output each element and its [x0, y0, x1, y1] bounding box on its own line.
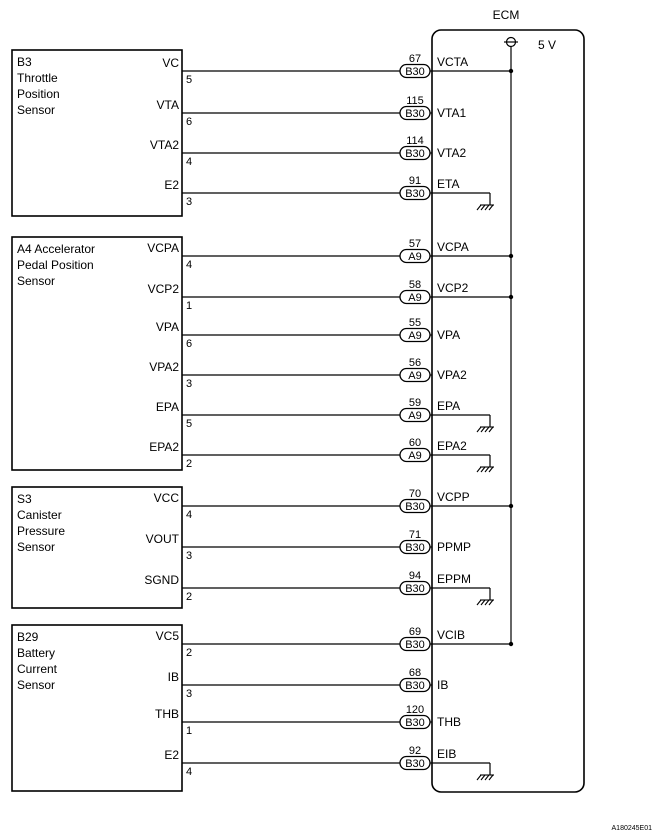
pin-row [168, 667, 449, 700]
connector-label: B30 [405, 66, 425, 78]
ecm-title: ECM [492, 8, 520, 22]
pin-row [149, 437, 494, 472]
ecm-pin-label: ETA [437, 177, 460, 191]
terminal-number: 58 [408, 279, 422, 291]
connector-label: A9 [408, 370, 422, 382]
ground-icon [477, 467, 494, 472]
pin-row [149, 357, 467, 390]
pin-row [154, 488, 514, 521]
connector-label: B30 [405, 583, 425, 595]
pin-number: 1 [186, 300, 193, 312]
ground-icon [477, 427, 494, 432]
pin-number: 6 [186, 338, 193, 350]
pin-row [155, 704, 461, 737]
sensor-name-label: Sensor [17, 274, 56, 288]
sensor-id-label: S3 [17, 492, 32, 506]
sensor-name-label: Battery [17, 646, 56, 660]
pin-row [156, 317, 460, 350]
pin-number: 6 [186, 116, 193, 128]
sensor-id-label: B3 [17, 55, 32, 69]
connector-label: A9 [408, 251, 422, 263]
pin-number: 2 [186, 458, 193, 470]
sensor-name-label: Current [17, 662, 58, 676]
sensor-pin-label: EPA2 [149, 440, 179, 454]
ecm-pin-label: PPMP [437, 540, 472, 554]
pin-row [156, 626, 514, 659]
pin-row [156, 397, 494, 432]
terminal-number: 70 [408, 488, 422, 500]
pin-number: 3 [186, 688, 193, 700]
connector-label: B30 [405, 758, 425, 770]
sensor-id-label: A4 Accelerator [17, 242, 96, 256]
sensor-pin-label: VTA2 [149, 138, 179, 152]
ecm-pin-label: VCPA [437, 240, 469, 254]
sensor-pin-label: E2 [164, 178, 179, 192]
sensor-pin-label: VCP2 [147, 282, 179, 296]
sensor-name-label: Pedal Position [17, 258, 94, 272]
ecm-pin-label: THB [437, 715, 461, 729]
ground-icon [477, 600, 494, 605]
sensor-name-label: Sensor [17, 103, 56, 117]
sensor-pin-label: THB [155, 707, 179, 721]
terminal-number: 60 [408, 437, 422, 449]
connector-label: A9 [408, 450, 422, 462]
pin-row [162, 53, 513, 86]
pin-number: 4 [186, 766, 193, 778]
ecm-pin-label: EPA [437, 399, 461, 413]
terminal-number: 115 [406, 95, 424, 107]
pin-row [157, 95, 467, 128]
connector-label: B30 [405, 148, 425, 160]
terminal-number: 68 [408, 667, 422, 679]
sensor-pin-label: VPA [155, 320, 179, 334]
pin-number: 1 [186, 725, 193, 737]
sensor-pin-label: VCPA [147, 241, 179, 255]
ecm-pin-label: EPA2 [437, 439, 467, 453]
sensor-pin-label: VPA2 [149, 360, 179, 374]
ecm-pin-label: VPA [437, 328, 461, 342]
sensor-pin-label: VCC [153, 491, 179, 505]
connector-label: A9 [408, 292, 422, 304]
pin-row [146, 529, 471, 562]
sensor-name-label: Pressure [17, 524, 66, 538]
ecm-pin-label: IB [437, 678, 449, 692]
pin-number: 2 [186, 647, 193, 659]
pin-row [144, 570, 494, 605]
ecm-pin-label: VTA1 [437, 106, 467, 120]
ecm-pin-label: EIB [437, 747, 457, 761]
sensor-pin-label: SGND [144, 573, 179, 587]
terminal-number: 56 [408, 357, 422, 369]
sensor-pin-label: VC5 [155, 629, 179, 643]
sensor-b3 [12, 50, 182, 216]
pin-number: 4 [186, 509, 193, 521]
sensor-pin-label: EPA [155, 400, 179, 414]
ecm-pin-label: EPPM [437, 572, 472, 586]
ground-icon [477, 205, 494, 210]
sensor-name-label: Sensor [17, 540, 56, 554]
ground-icon [477, 775, 494, 780]
pin-row [164, 175, 494, 210]
connector-label: B30 [405, 501, 425, 513]
terminal-number: 67 [408, 53, 422, 65]
ecm-pin-label: VCIB [437, 628, 466, 642]
pin-number: 2 [186, 591, 193, 603]
sensor-name-label: Canister [17, 508, 62, 522]
connector-label: A9 [408, 330, 422, 342]
terminal-number: 59 [408, 397, 422, 409]
pin-number: 4 [186, 259, 193, 271]
pin-number: 3 [186, 196, 193, 208]
ecm-pin-label: VCP2 [437, 281, 469, 295]
ecm-pin-label: VPA2 [437, 368, 467, 382]
connector-label: B30 [405, 717, 425, 729]
pin-number: 5 [186, 418, 193, 430]
sensor-id-label: B29 [17, 630, 39, 644]
sensor-pin-label: E2 [164, 748, 179, 762]
sensor-name-label: Position [17, 87, 60, 101]
terminal-number: 69 [408, 626, 422, 638]
ecm-pin-label: VCTA [437, 55, 469, 69]
sensor-a4 [12, 237, 182, 470]
pin-number: 3 [186, 550, 193, 562]
sensor-name-label: Sensor [17, 678, 56, 692]
sensor-name-label: Throttle [17, 71, 58, 85]
ecm-pin-label: VCPP [437, 490, 470, 504]
connector-label: A9 [408, 410, 422, 422]
connector-label: B30 [405, 639, 425, 651]
connector-label: B30 [405, 188, 425, 200]
terminal-number: 71 [408, 529, 422, 541]
terminal-number: 114 [406, 135, 424, 147]
connector-label: B30 [405, 108, 425, 120]
terminal-number: 120 [405, 704, 425, 716]
terminal-number: 91 [408, 175, 422, 187]
sensor-pin-label: IB [167, 670, 179, 684]
sensor-pin-label: VTA [156, 98, 179, 112]
ecm-pin-label: VTA2 [437, 146, 467, 160]
sensor-pin-label: VOUT [145, 532, 179, 546]
terminal-number: 92 [408, 745, 422, 757]
pin-number: 4 [186, 156, 193, 168]
supply-voltage-label: 5 V [538, 38, 557, 52]
figure-id: A180245E01 [611, 825, 652, 832]
pin-row [150, 135, 467, 168]
connector-label: B30 [405, 680, 425, 692]
terminal-number: 94 [408, 570, 422, 582]
terminal-number: 55 [408, 317, 422, 329]
pin-number: 5 [186, 74, 193, 86]
pin-row [164, 745, 494, 780]
sensor-s3 [12, 487, 182, 608]
connector-label: B30 [405, 542, 425, 554]
supply-symbol [504, 38, 518, 51]
pin-number: 3 [186, 378, 193, 390]
pin-row [147, 238, 513, 271]
sensor-pin-label: VC [162, 56, 179, 70]
terminal-number: 57 [408, 238, 422, 250]
pin-row [148, 279, 514, 312]
